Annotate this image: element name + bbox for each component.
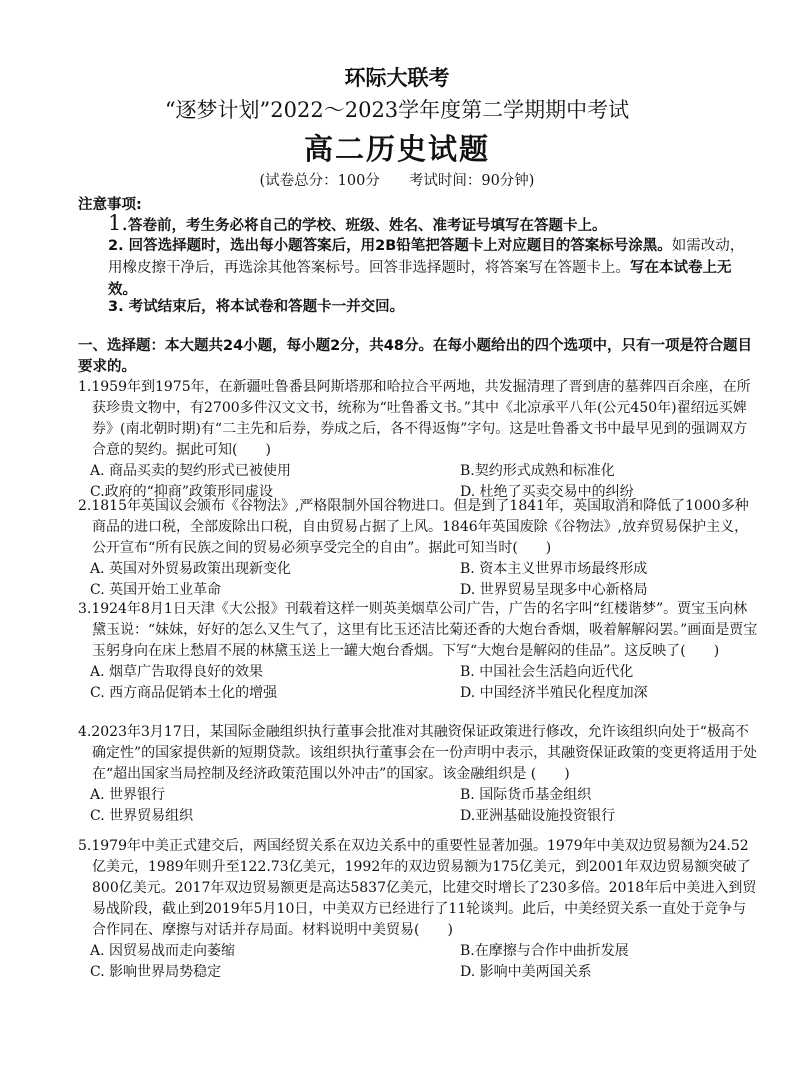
option-c: C. 影响世界局势稳定 xyxy=(90,964,222,980)
question-stem: 5.1979年中美正式建交后，两国经贸关系在双边关系中的重要性显著加强。1979年中美双边贸易额为24.52亿美元，1989年则升至122.73亿美元，1992年的双边贸易额为175亿美元，到2001年双边贸易额突破了800亿美元。2017年双边贸易额更是高达5837亿美元，比建交时增长了230多倍。2018年后中美进入到贸易战阶段，截止到2019年5月10日，中美双方已经进行了11轮谈判。此后，中美经贸关系一直处于竞争与合作同在、摩擦与对话并存局面。材料说明中美贸易( ) xyxy=(78,838,757,938)
notice-item-2-part1: 2. 回答选择题时，选出每小题答案后，用2B铅笔把答题卡上对应题目的答案标号涂黑。 xyxy=(108,238,672,254)
subject-title: 高二历史试题 xyxy=(303,132,490,166)
option-d: D.亚洲基础设施投资银行 xyxy=(460,808,616,824)
question-options xyxy=(78,785,758,827)
option-a: A. 英国对外贸易政策出现新变化 xyxy=(90,561,292,577)
notice-item-2-part3: 写在本试卷上无效。 xyxy=(108,260,732,298)
option-b: B. 国际货币基金组织 xyxy=(460,787,592,803)
notice-heading: 注意事项: xyxy=(78,197,142,213)
option-d: D. 影响中美两国关系 xyxy=(460,964,592,980)
question-5 xyxy=(78,836,758,983)
question-4 xyxy=(78,722,758,827)
option-b: B. 中国社会生活趋向近代化 xyxy=(460,664,634,680)
option-a: A. 世界银行 xyxy=(90,787,166,803)
question-options xyxy=(78,941,758,983)
option-b: B.在摩擦与合作中曲折发展 xyxy=(460,943,629,959)
notice-item-1-number: 1. xyxy=(108,211,129,235)
question-2 xyxy=(78,496,758,601)
notice-item-2-part2: 如需改动，用橡皮擦干净后，再选涂其他答案标号。回答非选择题时，将答案写在答题卡上。 xyxy=(108,238,745,276)
notice-item-3: 3. 考试结束后，将本试卷和答题卡一并交回。 xyxy=(108,299,405,315)
option-a: A. 烟草广告取得良好的效果 xyxy=(90,664,264,680)
option-c: C.政府的“抑商”政策形同虚设 xyxy=(90,484,273,500)
option-c: C. 英国开始工业革命 xyxy=(90,582,222,598)
question-stem: 1.1959年到1975年，在新疆吐鲁番县阿斯塔那和哈拉合平两地，共发掘清理了晋到唐的墓葬四百余座，在所获珍贵文物中，有2700多件汉文文书，统称为“吐鲁番文书。”其中《北凉承平八年(公元450年)翟绍远买婢券》(南北朝时期)有“二主先和后券，券成之后，各不得返悔”字句。这是吐鲁番文书中最早见到的强调双方合意的契约。据此可知( ) xyxy=(78,379,751,458)
question-stem: 3.1924年8月1日天津《大公报》刊载着这样一则英美烟草公司广告，广告的名字叫“红楼谐梦”。贾宝玉向林黛玉说：“妹妹，好好的怎么又生气了，这里有比玉还洁比菊还香的大炮台香烟，吸着解解闷罢。”画面是贾宝玉躬身向在床上愁眉不展的林黛玉送上一罐大炮台香烟。下写“大炮台是解闷的佳品”。这反映了( ) xyxy=(78,601,758,659)
option-b: B. 资本主义世界市场最终形成 xyxy=(460,561,648,577)
exam-name: “逐梦计划”2022～2023学年度第二学期期中考试 xyxy=(164,98,630,122)
section-1-title: 一、选择题：本大题共24小题，每小题2分，共48分。在每小题给出的四个选项中，只有一项是符合题目要求的。 xyxy=(78,338,752,375)
option-a: A. 商品买卖的契约形式已被使用 xyxy=(90,463,292,479)
option-b: B.契约形式成熟和标准化 xyxy=(460,463,615,479)
question-options xyxy=(78,559,758,601)
option-c: C. 世界贸易组织 xyxy=(90,808,194,824)
option-d: D. 中国经济半殖民化程度加深 xyxy=(460,685,648,701)
exam-info: (试卷总分：100分 考试时间：90分钟) xyxy=(259,173,535,189)
question-stem: 4.2023年3月17日，某国际金融组织执行董事会批准对其融资保证政策进行修改，允许该组织向处于“极高不确定性”的国家提供新的短期贷款。该组织执行董事会在一份声明中表示，其融资保证政策的变更将适用于处在“超出国家当局控制及经济政策范围以外冲击”的国家。该金融组织是 ( ) xyxy=(78,724,758,782)
question-1 xyxy=(78,377,758,503)
question-3 xyxy=(78,599,758,704)
notice-item-2 xyxy=(108,235,758,301)
org-title: 环际大联考 xyxy=(344,66,450,90)
notice-item-1 xyxy=(108,212,758,237)
question-options xyxy=(78,662,758,704)
option-a: A. 因贸易战而走向萎缩 xyxy=(90,943,236,959)
option-c: C. 西方商品促销本土化的增强 xyxy=(90,685,278,701)
option-d: D. 世界贸易呈现多中心新格局 xyxy=(460,582,648,598)
question-stem: 2.1815年英国议会颁布《谷物法》,严格限制外国谷物进口。但是到了1841年，英国取消和降低了1000多种商品的进口税，全部废除出口税，自由贸易占据了上风。1846年英国废除《谷物法》,放弃贸易保护主义，公开宣布“所有民族之间的贸易必须享受完全的自由”。据此可知当时( ) xyxy=(78,498,749,556)
notice-item-1-text: 答卷前，考生务必将自己的学校、班级、姓名、准考证号填写在答题卡上。 xyxy=(128,218,607,234)
option-d: D. 杜绝了买卖交易中的纠纷 xyxy=(460,484,634,500)
